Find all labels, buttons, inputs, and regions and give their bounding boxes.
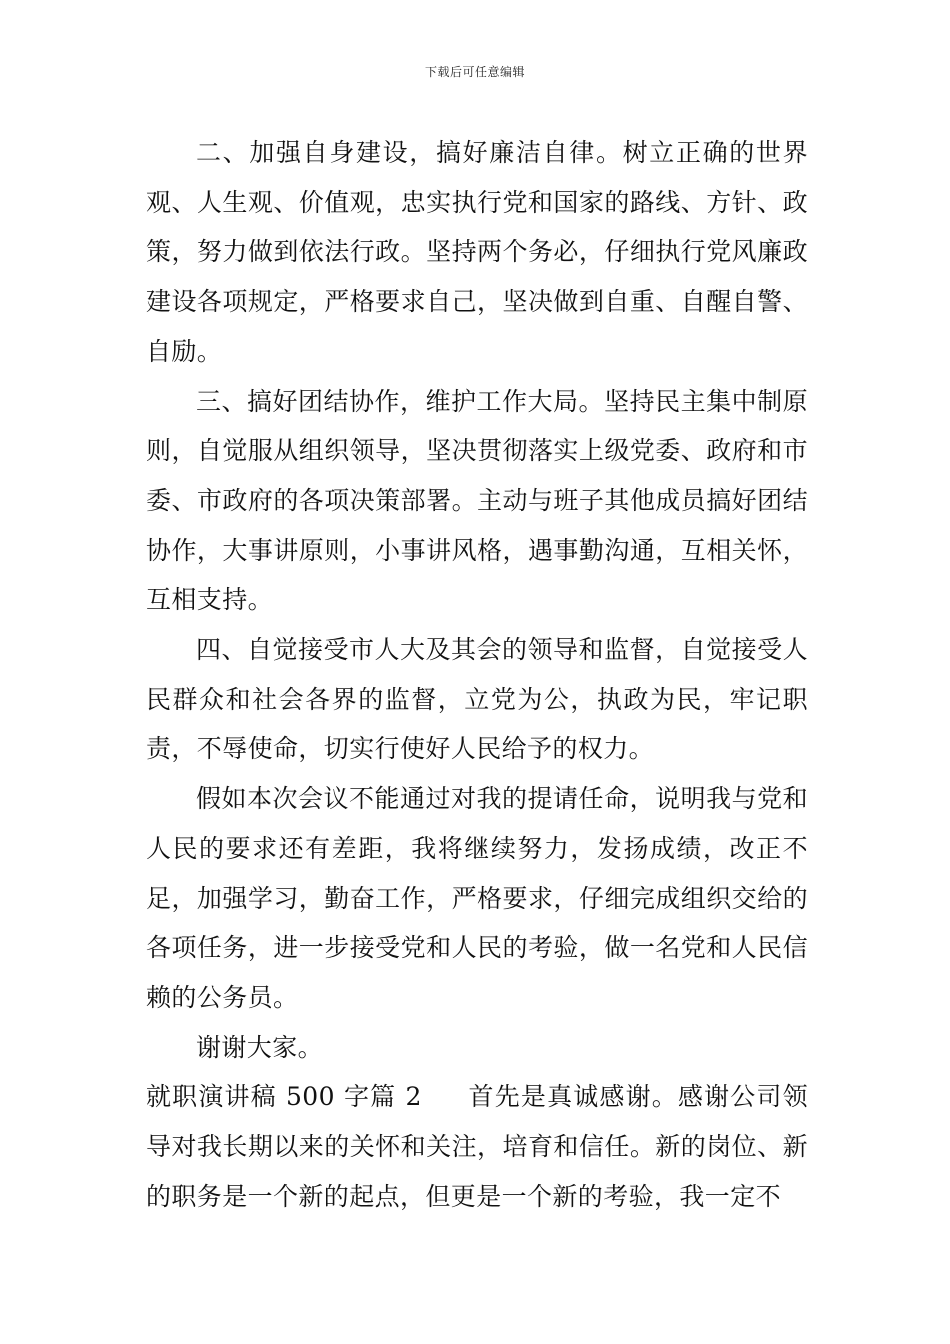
document-body <box>146 128 808 1221</box>
section-2-title: 就职演讲稿 500 字篇 2 <box>146 1082 422 1112</box>
section-2-text: 首先是真诚感谢。感谢公司领导对我长期以来的关怀和关注，培育和信任。新的岗位、新的职务是一个新的起点，但更是一个新的考验，我一定不 <box>146 1082 808 1211</box>
paragraph-conditional: 假如本次会议不能通过对我的提请任命，说明我与党和人民的要求还有差距，我将继续努力，发扬成绩，改正不足，加强学习，勤奋工作，严格要求，仔细完成组织交给的各项任务，进一步接受党和人民的考验，做一名党和人民信赖的公务员。 <box>146 784 808 1012</box>
page-header: 下载后可任意编辑 <box>424 65 525 79</box>
section-2-paragraph <box>146 1072 808 1221</box>
paragraph-3: 三、搞好团结协作，维护工作大局。坚持民主集中制原则，自觉服从组织领导，坚决贯彻落实上级党委、政府和市委、市政府的各项决策部署。主动与班子其他成员搞好团结协作，大事讲原则，小事讲风格，遇事勤沟通，互相关怀，互相支持。 <box>146 386 808 615</box>
paragraph-2: 二、加强自身建设，搞好廉洁自律。树立正确的世界观、人生观、价值观，忠实执行党和国家的路线、方针、政策，努力做到依法行政。坚持两个务必，仔细执行党风廉政建设各项规定，严格要求自己，坚决做到自重、自醒自警、自励。 <box>146 138 808 366</box>
paragraph-4: 四、自觉接受市人大及其会的领导和监督，自觉接受人民群众和社会各界的监督，立党为公，执政为民，牢记职责，不辱使命，切实行使好人民给予的权力。 <box>146 635 808 764</box>
paragraph-thanks: 谢谢大家。 <box>196 1032 324 1062</box>
